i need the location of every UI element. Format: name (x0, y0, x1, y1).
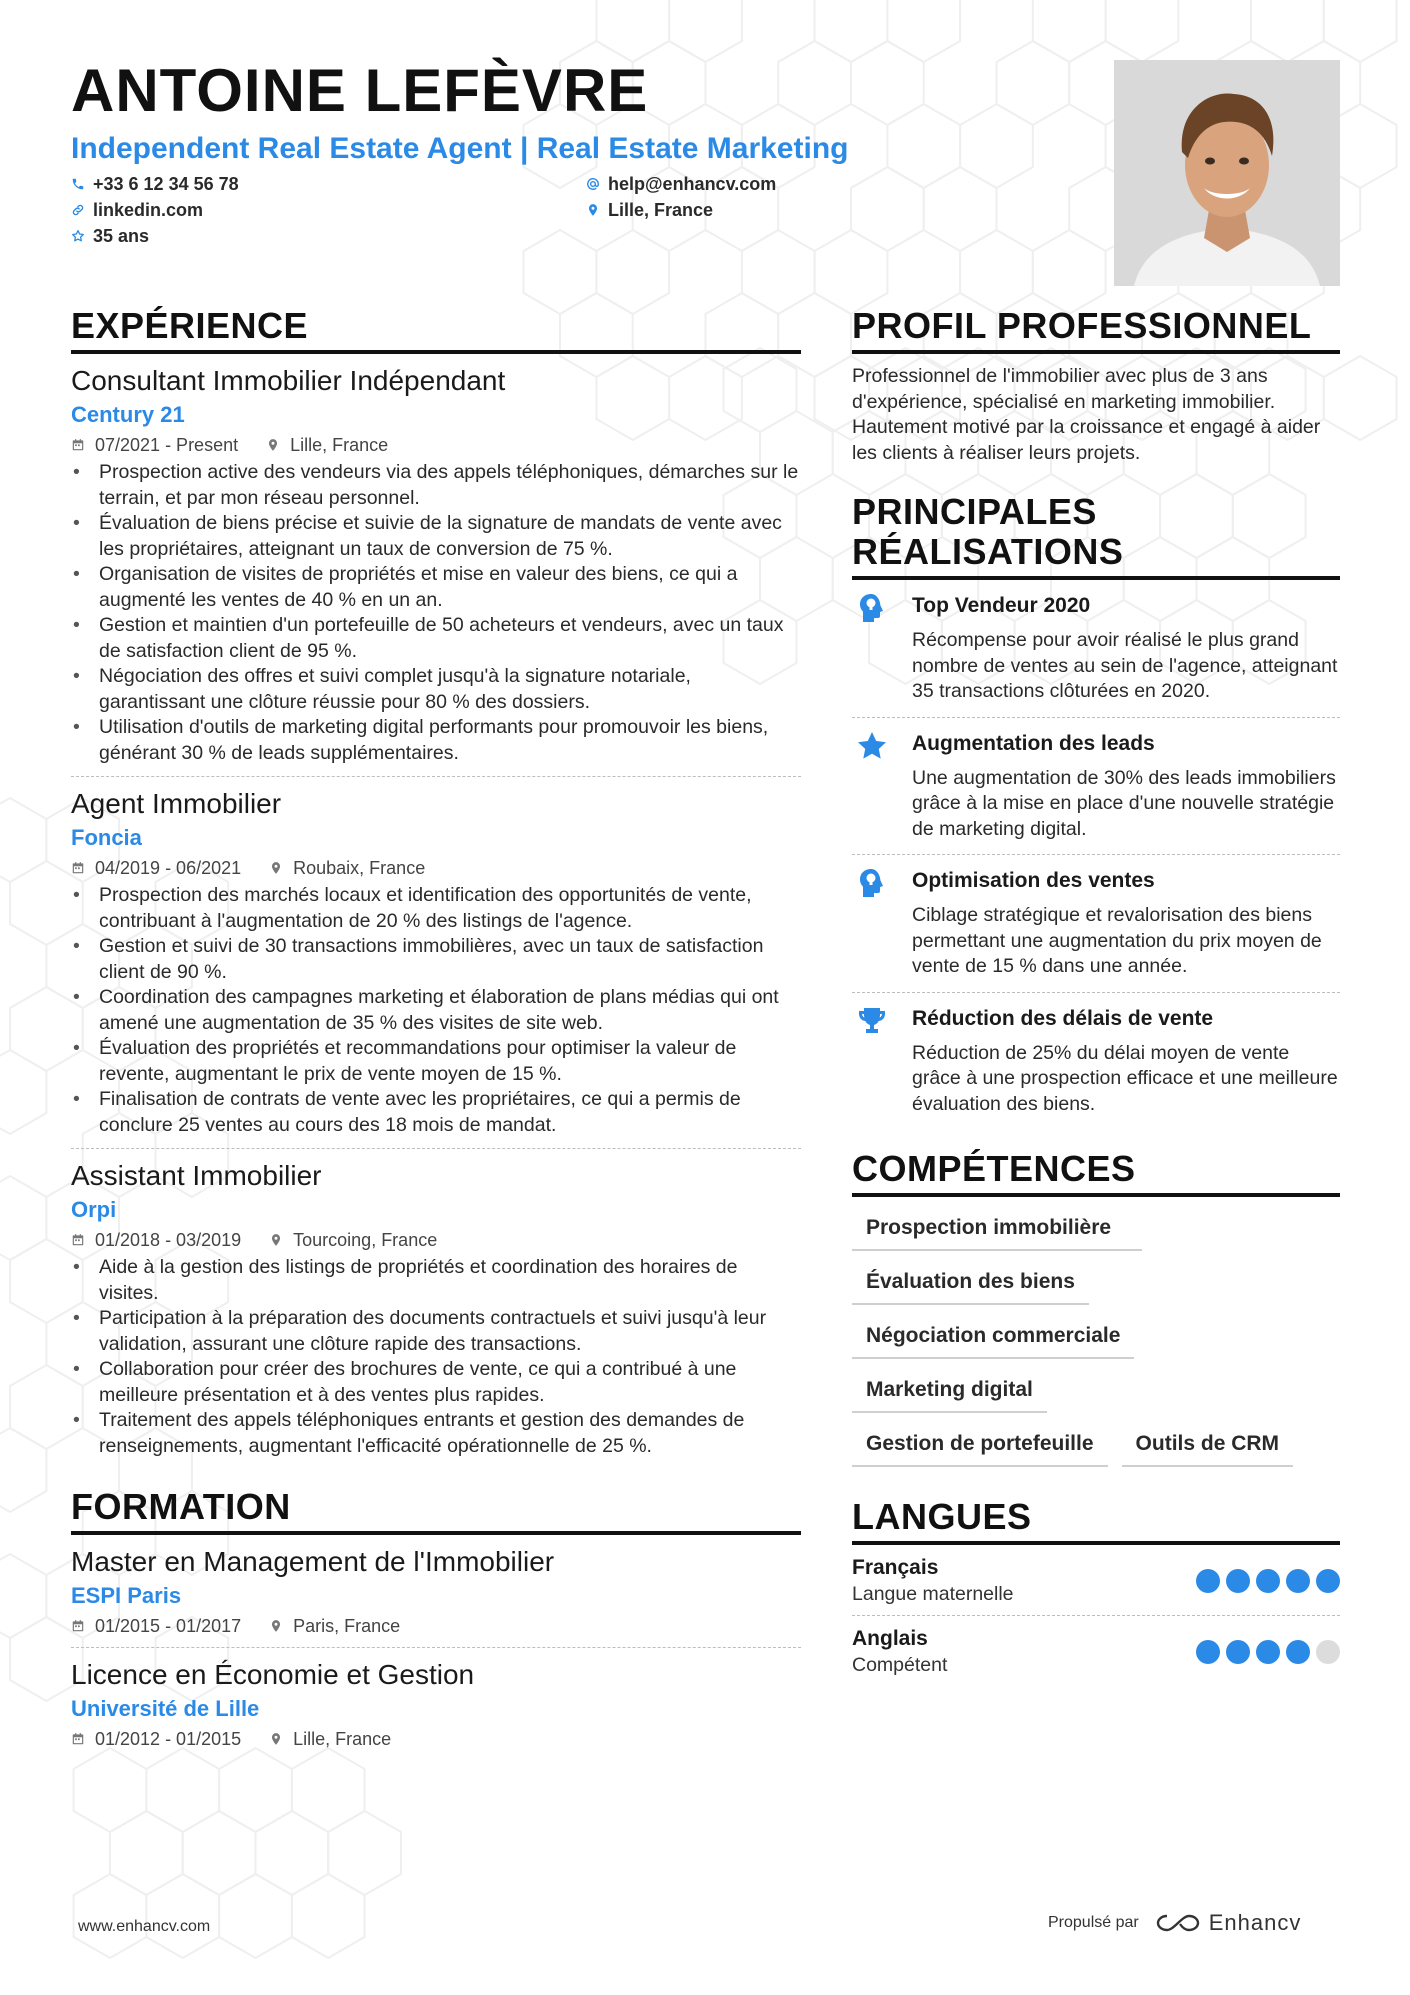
language-item (852, 1616, 1340, 1686)
age-text: 35 ans (93, 225, 150, 246)
location-text: Lille, France (608, 199, 714, 220)
bullet-item: • Gestion et suivi de 30 transactions immobilières, avec un taux de satisfaction client de 90 %. (71, 934, 801, 985)
contact-linkedin[interactable] (71, 200, 586, 220)
map-pin-icon (586, 203, 608, 217)
resume-header (71, 56, 1071, 246)
contact-age (71, 226, 586, 246)
skills-list (852, 1205, 1340, 1475)
job-location: Roubaix, France (293, 858, 426, 878)
left-column (71, 306, 801, 1760)
candidate-tagline: Independent Real Estate Agent | Real Estate Marketing (71, 132, 849, 165)
map-pin-icon (269, 1619, 283, 1633)
rating-dot-filled (1256, 1569, 1280, 1593)
rating-dot-filled (1256, 1640, 1280, 1664)
profile-section (852, 306, 1340, 466)
profile-heading: PROFIL PROFESSIONNEL (852, 306, 1340, 354)
bullet-item: • Évaluation de biens précise et suivie de la signature de mandats de vente avec les propriétaires, atteignant un taux de conversion de 75 %. (71, 511, 801, 562)
bullet-item: • Utilisation d'outils de marketing digital performants pour promouvoir les biens, générant 30 % de leads supplémentaires. (71, 715, 801, 766)
skill-tag: Outils de CRM (1122, 1421, 1294, 1467)
job-meta (71, 1227, 801, 1253)
language-name: Anglais (852, 1627, 928, 1650)
job-location: Tourcoing, France (293, 1230, 438, 1250)
calendar-icon (71, 1233, 85, 1247)
job-entry (71, 777, 801, 1149)
bullet-item: • Finalisation de contrats de vente avec les propriétaires, ce qui a permis de conclure 25 ventes au cours des 18 mois de mandat. (71, 1087, 801, 1138)
degree-title: Master en Management de l'Immobilier (71, 1546, 555, 1577)
bullet-item: • Participation à la préparation des documents contractuels et suivi jusqu'à leur validation, assurant une clôture rapide des transactions. (71, 1306, 801, 1357)
skill-tag: Prospection immobilière (852, 1205, 1142, 1251)
linkedin-text: linkedin.com (93, 199, 204, 220)
rating-dot-filled (1226, 1569, 1250, 1593)
achievement-description: Réduction de 25% du délai moyen de vente grâce à une prospection efficace et une meilleure évaluation des biens. (912, 1041, 1338, 1115)
education-location: Paris, France (293, 1616, 401, 1636)
profile-summary: Professionnel de l'immobilier avec plus de 3 ans d'expérience, spécialisé en marketing immobilier. Hautement motivé par la croissance et engagé à aider les clients à réaliser leurs projets. (852, 365, 1321, 464)
contact-email[interactable] (586, 174, 986, 194)
footer-branding (1048, 1910, 1301, 1936)
degree-title: Licence en Économie et Gestion (71, 1659, 475, 1690)
formation-heading: FORMATION (71, 1487, 801, 1535)
achievement-description: Une augmentation de 30% des leads immobiliers grâce à la mise en place d'une nouvelle stratégie de marketing digital. (912, 766, 1336, 840)
calendar-icon (71, 1619, 85, 1633)
language-level: Compétent (852, 1654, 948, 1676)
achievement-description: Ciblage stratégique et revalorisation des biens permettant une augmentation du prix moyen de vente de 15 % dans une année. (912, 904, 1322, 977)
job-meta (71, 855, 801, 881)
profile-photo (1114, 60, 1340, 286)
company-name: Orpi (71, 1197, 117, 1222)
star-icon (852, 730, 912, 843)
job-bullets (71, 883, 801, 1138)
job-dates: 07/2021 - Present (95, 435, 239, 455)
achievement-title: Augmentation des leads (912, 731, 1155, 755)
bullet-item: • Gestion et maintien d'un portefeuille de 50 acheteurs et vendeurs, avec un taux de satisfaction client de 95 %. (71, 613, 801, 664)
school-name: Université de Lille (71, 1696, 260, 1721)
rating-dot-empty (1316, 1640, 1340, 1664)
right-column (852, 306, 1340, 1686)
bullet-item: • Coordination des campagnes marketing et élaboration de plans médias qui ont amené une augmentation de 35 % des visites de site web. (71, 985, 801, 1036)
at-sign-icon (586, 177, 608, 191)
job-dates: 04/2019 - 06/2021 (95, 858, 242, 878)
education-dates: 01/2012 - 01/2015 (95, 1729, 242, 1749)
job-bullets (71, 460, 801, 766)
head-bulb-icon (852, 592, 912, 705)
skill-tag: Évaluation des biens (852, 1259, 1089, 1305)
bullet-item: • Évaluation des propriétés et recommandations pour optimiser la valeur de revente, augmentant le prix de vente moyen de 15 %. (71, 1036, 801, 1087)
skills-heading: COMPÉTENCES (852, 1149, 1340, 1197)
education-meta (71, 1613, 801, 1639)
footer-website[interactable]: www.enhancv.com (78, 1918, 211, 1935)
language-rating (1196, 1569, 1340, 1593)
calendar-icon (71, 861, 85, 875)
school-name: ESPI Paris (71, 1583, 182, 1608)
rating-dot-filled (1196, 1640, 1220, 1664)
map-pin-icon (269, 1732, 283, 1746)
achievement-item (852, 580, 1340, 718)
infinity-logo-icon (1155, 1911, 1201, 1935)
language-level: Langue maternelle (852, 1583, 1014, 1605)
job-title: Assistant Immobilier (71, 1160, 322, 1191)
calendar-icon (71, 438, 85, 452)
skills-section (852, 1149, 1340, 1475)
rating-dot-filled (1196, 1569, 1220, 1593)
achievements-section (852, 492, 1340, 1129)
skill-tag: Marketing digital (852, 1367, 1047, 1413)
calendar-icon (71, 1732, 85, 1746)
job-location: Lille, France (290, 435, 389, 455)
languages-section (852, 1497, 1340, 1686)
language-item (852, 1545, 1340, 1616)
education-entry (71, 1648, 801, 1760)
map-pin-icon (269, 1233, 283, 1247)
bullet-item: • Prospection des marchés locaux et identification des opportunités de vente, contribuant à l'augmentation de 20 % des listings de l'agence. (71, 883, 801, 934)
achievement-item (852, 718, 1340, 856)
education-dates: 01/2015 - 01/2017 (95, 1616, 242, 1636)
contact-info (71, 174, 1071, 246)
bullet-item: • Organisation de visites de propriétés et mise en valeur des biens, ce qui a augmenté les ventes de 40 % en un an. (71, 562, 801, 613)
education-location: Lille, France (293, 1729, 392, 1749)
job-entry (71, 1149, 801, 1469)
bullet-item: • Collaboration pour créer des brochures de vente, ce qui a contribué à une meilleure présentation et à des ventes plus rapides. (71, 1357, 801, 1408)
brand-name: Enhancv (1208, 1910, 1302, 1935)
map-pin-icon (266, 438, 280, 452)
experience-heading: EXPÉRIENCE (71, 306, 801, 354)
job-entry (71, 354, 801, 777)
job-dates: 01/2018 - 03/2019 (95, 1230, 242, 1250)
achievement-title: Optimisation des ventes (912, 869, 1155, 892)
rating-dot-filled (1286, 1569, 1310, 1593)
bullet-item: • Traitement des appels téléphoniques entrants et gestion des demandes de renseignements, augmentant l'efficacité opérationnelle de 25 %. (71, 1408, 801, 1459)
phone-icon (71, 177, 93, 191)
enhancv-logo[interactable] (1155, 1910, 1302, 1936)
star-outline-icon (71, 229, 93, 243)
contact-phone[interactable] (71, 174, 586, 194)
company-name: Century 21 (71, 402, 185, 427)
formation-section (71, 1487, 801, 1760)
contact-location (586, 200, 986, 220)
job-meta (71, 432, 801, 458)
job-bullets (71, 1255, 801, 1459)
achievement-item (852, 855, 1340, 993)
company-name: Foncia (71, 825, 142, 850)
education-entry (71, 1535, 801, 1648)
achievement-item (852, 993, 1340, 1130)
powered-by-text: Propulsé par (1048, 1914, 1139, 1931)
email-text: help@enhancv.com (608, 173, 777, 194)
map-pin-icon (269, 861, 283, 875)
skill-tag: Négociation commerciale (852, 1313, 1134, 1359)
education-meta (71, 1726, 801, 1752)
achievements-heading: PRINCIPALES RÉALISATIONS (852, 492, 1340, 580)
achievement-title: Top Vendeur 2020 (912, 594, 1091, 617)
head-bulb-icon (852, 867, 912, 980)
rating-dot-filled (1316, 1569, 1340, 1593)
phone-text: +33 6 12 34 56 78 (93, 173, 239, 194)
rating-dot-filled (1286, 1640, 1310, 1664)
trophy-icon (852, 1005, 912, 1118)
candidate-name: ANTOINE LEFÈVRE (71, 57, 649, 124)
bullet-item: • Prospection active des vendeurs via des appels téléphoniques, démarches sur le terrain, et par mon réseau personnel. (71, 460, 801, 511)
job-title: Agent Immobilier (71, 788, 282, 819)
languages-heading: LANGUES (852, 1497, 1340, 1545)
language-rating (1196, 1640, 1340, 1664)
achievement-title: Réduction des délais de vente (912, 1006, 1214, 1030)
achievement-description: Récompense pour avoir réalisé le plus grand nombre de ventes au sein de l'agence, atteignant 35 transactions clôturées en 2020. (912, 629, 1338, 702)
bullet-item: • Aide à la gestion des listings de propriétés et coordination des horaires de visites. (71, 1255, 801, 1306)
experience-section (71, 306, 801, 1469)
language-name: Français (852, 1556, 939, 1579)
link-icon (71, 203, 93, 217)
rating-dot-filled (1226, 1640, 1250, 1664)
skill-tag: Gestion de portefeuille (852, 1421, 1108, 1467)
bullet-item: • Négociation des offres et suivi complet jusqu'à la signature notariale, garantissant une clôture réussie pour 80 % des dossiers. (71, 664, 801, 715)
job-title: Consultant Immobilier Indépendant (71, 365, 506, 396)
